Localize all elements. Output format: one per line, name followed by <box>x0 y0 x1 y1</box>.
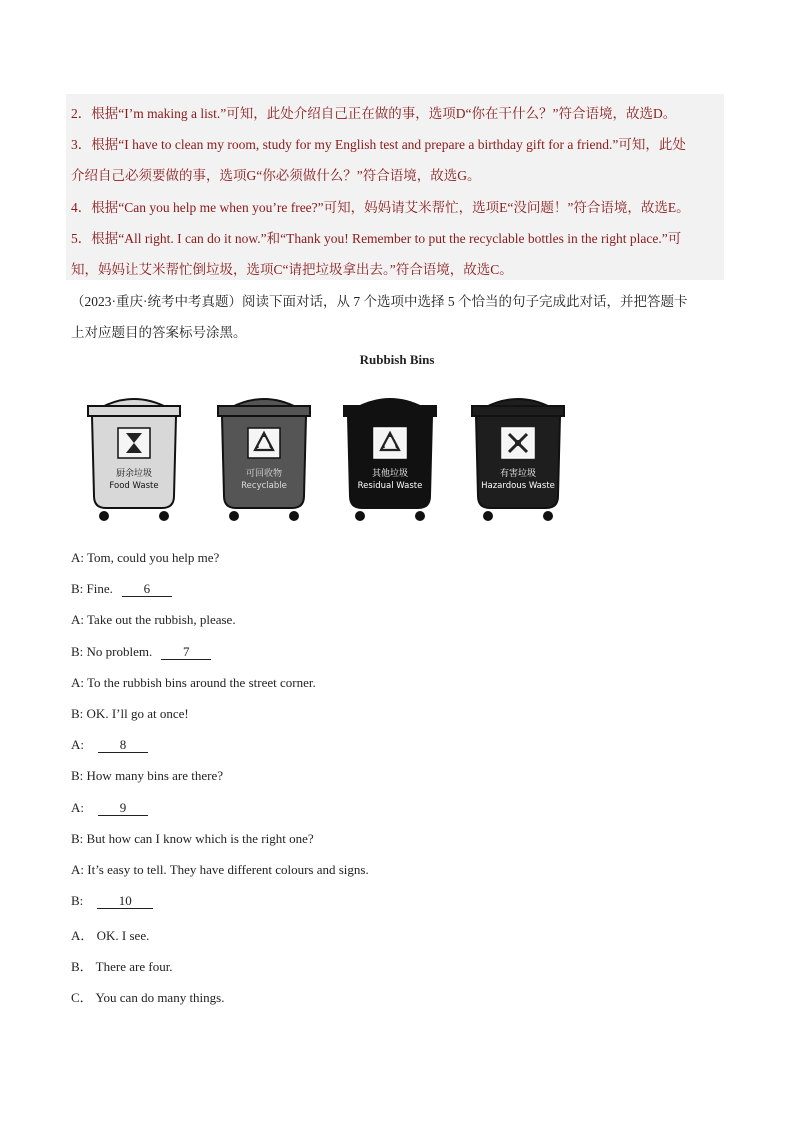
bin-wheel <box>415 511 425 521</box>
bin-label-cn: 有害垃圾 <box>499 469 537 479</box>
speaker-label: B: <box>71 581 84 597</box>
answer-line-4: 4．根据“Can you help me when you’re free?”可知，妈妈请艾米帮忙，选项E“没问题！”符合语境，故选E。 <box>71 200 690 215</box>
bin-lid <box>344 406 436 416</box>
answer-blank[interactable]: 9 <box>98 801 148 816</box>
option-text: OK. I see. <box>93 928 150 943</box>
speaker-label: A: <box>71 550 84 565</box>
bin-label-cn: 可回收物 <box>245 469 283 479</box>
rubbish-bins-title: Rubbish Bins <box>359 352 435 367</box>
dialogue-text: Take out the rubbish, please. <box>84 612 236 628</box>
rubbish-bin <box>88 399 180 521</box>
speaker-label: A: <box>71 612 84 628</box>
bin-label-en: Food Waste <box>109 481 159 491</box>
dialogue-text: No problem. <box>83 643 153 659</box>
dialogue-text: Fine. <box>83 581 113 597</box>
dialogue-text: Tom, could you help me? <box>84 550 220 565</box>
option-letter: B． <box>71 959 93 975</box>
speaker-label: B: <box>71 643 84 659</box>
question-intro-line-1: （2023·重庆·统考中考真题）阅读下面对话，从 7 个选项中选择 5 个恰当的句子完成此对话，并把答题卡 <box>71 294 688 309</box>
bin-label-cn: 厨余垃圾 <box>115 469 153 479</box>
option-item <box>71 987 224 1006</box>
bin-lid <box>472 406 564 416</box>
speaker-label: B: <box>71 706 84 721</box>
answer-line-3a: 3．根据“I have to clean my room, study for my English test and prepare a birthday gift for a friend.”可知，此处 <box>71 137 686 152</box>
dialogue-line <box>71 737 148 753</box>
answer-blank[interactable]: 7 <box>161 645 211 660</box>
option-letter: A． <box>71 928 94 943</box>
bin-label-cn: 其他垃圾 <box>371 469 409 479</box>
bin-wheel <box>159 511 169 521</box>
bin-label-en: Residual Waste <box>357 481 423 491</box>
dialogue-line <box>71 644 211 660</box>
speaker-label: B: <box>71 893 84 909</box>
rubbish-bins-illustration <box>84 388 584 532</box>
speaker-label: A: <box>71 674 84 690</box>
dialogue-text: OK. I’ll go at once! <box>83 706 189 721</box>
speaker-label: A: <box>71 737 84 753</box>
option-text: There are four. <box>92 959 173 975</box>
bin-wheel <box>99 511 109 521</box>
dialogue-text: To the rubbish bins around the street corner. <box>84 674 316 690</box>
dialogue-line <box>71 581 172 597</box>
dialogue-line <box>71 893 153 909</box>
answer-line-5a: 5．根据“All right. I can do it now.”和“Thank you! Remember to put the recyclable bottles in the right place.”可 <box>71 231 682 246</box>
answer-blank[interactable]: 6 <box>122 582 172 597</box>
dialogue-line <box>71 831 314 847</box>
rubbish-bin <box>344 399 436 521</box>
speaker-label: A: <box>71 862 84 877</box>
bin-wheel <box>289 511 299 521</box>
dialogue-line <box>71 800 148 816</box>
rubbish-bin <box>472 399 564 521</box>
answer-line-2: 2．根据“I’m making a list.”可知，此处介绍自己正在做的事，选项D“你在干什么？”符合语境，故选D。 <box>71 106 677 121</box>
speaker-label: A: <box>71 799 84 815</box>
speaker-label: B: <box>71 830 84 846</box>
speaker-label: B: <box>71 768 84 784</box>
option-item <box>71 956 173 975</box>
dialogue-line <box>71 862 369 878</box>
bin-label-en: Recyclable <box>241 481 287 491</box>
bin-wheel <box>483 511 493 521</box>
bin-wheel <box>355 511 365 521</box>
bin-wheel <box>543 511 553 521</box>
dialogue-line <box>71 768 223 784</box>
bin-lid <box>218 406 310 416</box>
dialogue-text: How many bins are there? <box>83 768 223 784</box>
option-text: You can do many things. <box>92 990 225 1006</box>
dialogue-text: But how can I know which is the right one? <box>83 830 314 846</box>
dialogue-text: It’s easy to tell. They have different colours and signs. <box>84 862 369 877</box>
answer-line-3b: 介绍自己必须要做的事，选项G“你必须做什么？”符合语境，故选G。 <box>71 168 481 183</box>
bin-label-en: Hazardous Waste <box>481 481 555 491</box>
question-intro-line-2: 上对应题目的答案标号涂黑。 <box>71 325 247 340</box>
bin-lid <box>88 406 180 416</box>
dialogue-line <box>71 612 236 628</box>
rubbish-bin <box>218 399 310 521</box>
dialogue-line <box>71 675 316 691</box>
dialogue-line <box>71 706 189 722</box>
answer-blank[interactable]: 8 <box>98 738 148 753</box>
dialogue-line <box>71 550 219 566</box>
option-letter: C． <box>71 990 93 1006</box>
option-item <box>71 925 149 944</box>
bin-wheel <box>229 511 239 521</box>
answer-blank[interactable]: 10 <box>97 894 153 909</box>
answer-line-5b: 知，妈妈让艾米帮忙倒垃圾，选项C“请把垃圾拿出去。”符合语境，故选C。 <box>71 262 513 277</box>
